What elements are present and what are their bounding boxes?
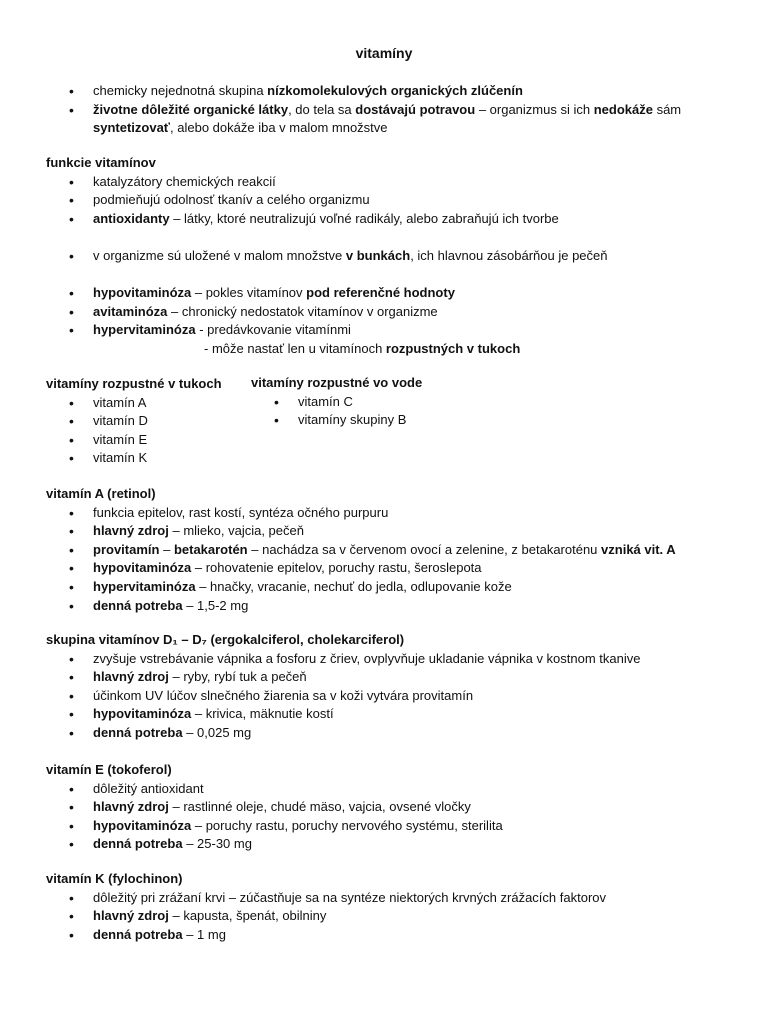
- list-item: • hypovitaminóza – pokles vitamínov pod referenčné hodnoty: [46, 284, 736, 303]
- list-item: • vitamín E: [46, 431, 251, 450]
- list-item: • avitaminóza – chronický nedostatok vitamínov v organizme: [46, 303, 736, 322]
- vitamin-d-section: [46, 631, 746, 743]
- fat-soluble-heading: vitamíny rozpustné v tukoch: [46, 376, 222, 391]
- list-item: • hlavný zdroj – mlieko, vajcia, pečeň: [46, 522, 746, 541]
- vitamin-e-list: [46, 780, 746, 854]
- functions-section: [46, 154, 736, 228]
- list-item: • hypervitaminóza – hnačky, vracanie, nechuť do jedla, odlupovanie kože: [46, 578, 746, 597]
- list-item: • chemicky nejednotná skupina nízkomolekulových organických zlúčenín: [46, 82, 736, 101]
- intro-list: [46, 82, 736, 138]
- list-item: • vitamín A: [46, 394, 251, 413]
- water-soluble-list: [251, 393, 551, 430]
- intro-section: [46, 82, 736, 138]
- fat-soluble-section: [46, 375, 251, 468]
- vitamin-k-list: [46, 889, 746, 945]
- functions-heading: funkcie vitamínov: [46, 155, 156, 170]
- page-title: vitamíny: [355, 45, 413, 61]
- water-soluble-heading: vitamíny rozpustné vo vode: [251, 375, 423, 390]
- list-item: • funkcia epitelov, rast kostí, syntéza očného purpuru: [46, 504, 746, 523]
- list-item: • antioxidanty – látky, ktoré neutralizujú voľné radikály, alebo zabraňujú ich tvorbe: [46, 210, 736, 229]
- disorders-section: [46, 284, 736, 340]
- list-item: • provitamín – betakarotén – nachádza sa v červenom ovocí a zelenine, z betakaroténu vzniká vit. A: [46, 541, 746, 560]
- vitamin-k-section: [46, 870, 746, 944]
- functions-list: [46, 173, 736, 229]
- storage-section: [46, 247, 736, 266]
- list-item: • v organizme sú uložené v malom množstve v bunkách, ich hlavnou zásobárňou je pečeň: [46, 247, 736, 266]
- vitamin-a-section: [46, 485, 746, 615]
- vitamin-a-heading: vitamín A (retinol): [46, 486, 156, 501]
- vitamin-e-heading: vitamín E (tokoferol): [46, 762, 172, 777]
- list-item: • hlavný zdroj – rastlinné oleje, chudé mäso, vajcia, ovsené vločky: [46, 798, 746, 817]
- list-item: • vitamíny skupiny B: [251, 411, 551, 430]
- list-item: • životne dôležité organické látky, do tela sa dostávajú potravou – organizmus si ich nedokáže sám syntetizovať, alebo dokáže iba v malom množstve: [46, 101, 736, 138]
- list-item: • denná potreba – 0,025 mg: [46, 724, 746, 743]
- vitamin-a-list: [46, 504, 746, 616]
- water-soluble-section: [251, 374, 551, 430]
- list-item: • katalyzátory chemických reakcií: [46, 173, 736, 192]
- list-item: • podmieňujú odolnosť tkanív a celého organizmu: [46, 191, 736, 210]
- list-item: • denná potreba – 1 mg: [46, 926, 746, 945]
- list-item: • dôležitý antioxidant: [46, 780, 746, 799]
- list-item: • hypervitaminóza - predávkovanie vitamínmi: [46, 321, 736, 340]
- vitamin-e-section: [46, 761, 746, 854]
- list-item: • dôležitý pri zrážaní krvi – zúčastňuje sa na syntéze niektorých krvných zrážacích faktorov: [46, 889, 746, 908]
- list-item: • hlavný zdroj – kapusta, špenát, obilniny: [46, 907, 746, 926]
- disorders-extra-line: - môže nastať len u vitamínoch rozpustných v tukoch: [204, 341, 521, 356]
- storage-list: [46, 247, 736, 266]
- list-item: • denná potreba – 25-30 mg: [46, 835, 746, 854]
- vitamin-d-list: [46, 650, 746, 743]
- list-item: • hlavný zdroj – ryby, rybí tuk a pečeň: [46, 668, 746, 687]
- list-item: • denná potreba – 1,5-2 mg: [46, 597, 746, 616]
- list-item: • vitamín D: [46, 412, 251, 431]
- list-item: • hypovitaminóza – poruchy rastu, poruchy nervového systému, sterilita: [46, 817, 746, 836]
- list-item: • vitamín C: [251, 393, 551, 412]
- list-item: • účinkom UV lúčov slnečného žiarenia sa v koži vytvára provitamín: [46, 687, 746, 706]
- fat-soluble-list: [46, 394, 251, 468]
- list-item: • hypovitaminóza – krivica, mäknutie kostí: [46, 705, 746, 724]
- vitamin-k-heading: vitamín K (fylochinon): [46, 871, 183, 886]
- list-item: • hypovitaminóza – rohovatenie epitelov, poruchy rastu, šeroslepota: [46, 559, 746, 578]
- list-item: • vitamín K: [46, 449, 251, 468]
- disorders-list: [46, 284, 736, 340]
- list-item: • zvyšuje vstrebávanie vápnika a fosforu z čriev, ovplyvňuje ukladanie vápnika v kostnom tkanive: [46, 650, 746, 669]
- vitamin-d-heading: skupina vitamínov D₁ – D₇ (ergokalciferol, cholekarciferol): [46, 632, 405, 647]
